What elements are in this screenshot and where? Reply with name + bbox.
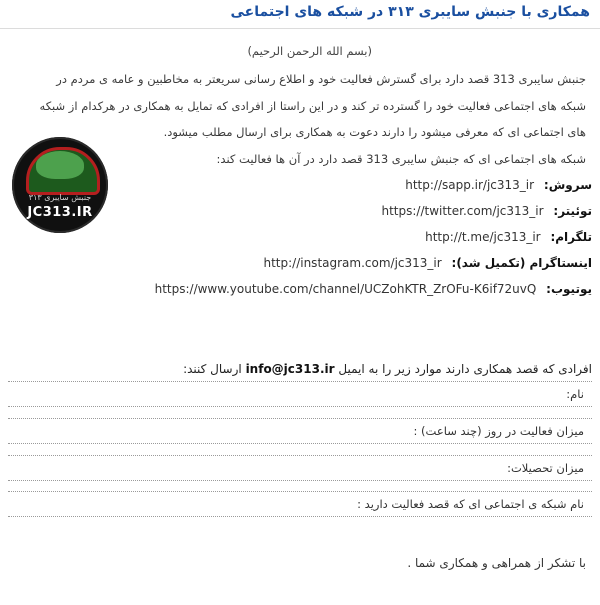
link-url-instagram[interactable]: http://instagram.com/jc313_ir (263, 256, 442, 270)
link-label-twitter: توئیتر: (553, 204, 592, 218)
link-row-instagram (263, 256, 592, 270)
link-label-instagram: اینستاگرام (تکمیل شد): (451, 256, 592, 270)
globe-icon (36, 151, 84, 179)
link-url-soroush[interactable]: http://sapp.ir/jc313_ir (405, 178, 535, 192)
email-text-after: ارسال کنند: (183, 362, 242, 376)
email-address-link[interactable]: info@jc313.ir (245, 362, 335, 376)
link-url-telegram[interactable]: http://t.me/jc313_ir (425, 230, 541, 244)
link-row-soroush (405, 178, 592, 192)
form-row-network (8, 491, 592, 517)
intro-line-1: جنبش سایبری 313 قصد دارد برای گسترش فعالیت خود و اطلاع رسانی سریعتر به مخاطبین و عامه ی مردم در (56, 72, 586, 86)
form-row-activity (8, 418, 592, 444)
link-url-youtube[interactable]: https://www.youtube.com/channel/UCZohKTR_ZrOFu-K6if72uvQ (154, 282, 537, 296)
form-label-activity: میزان فعالیت در روز (چند ساعت) : (413, 424, 584, 438)
form-label-education: میزان تحصیلات: (507, 461, 584, 475)
form-label-name: نام: (566, 387, 584, 401)
bismillah-text: (بسم الله الرحمن الرحیم) (247, 44, 372, 58)
link-label-soroush: سروش: (543, 178, 592, 192)
link-label-telegram: تلگرام: (550, 230, 592, 244)
logo-subtitle: جنبش سایبری ۳۱۳ (28, 193, 92, 202)
jc313-logo (12, 137, 108, 233)
logo-name: JC313.IR (27, 205, 93, 220)
page-title: همکاری با جنبش سایبری ۳۱۳ در شبکه های اجتماعی (230, 4, 590, 20)
link-row-twitter (381, 204, 592, 218)
form-row-name (8, 381, 592, 407)
intro-line-2: شبکه های اجتماعی فعالیت خود را گسترده تر کند و در این راستا از افرادی که تمایل به همکاری در هرکدام از شبکه (39, 99, 586, 113)
intro-line-4: شبکه های اجتماعی ای که جنبش سایبری 313 قصد دارد در آن ها فعالیت کند: (216, 152, 586, 166)
email-instruction (183, 362, 592, 376)
link-label-youtube: یوتیوب: (546, 282, 592, 296)
form-label-network: نام شبکه ی اجتماعی ای که قصد فعالیت دارید : (357, 497, 584, 511)
intro-line-3: های اجتماعی ای که معرفی میشود را دارند دعوت به همکاری برای ارسال مطلب میشود. (163, 125, 586, 139)
thanks-text: با تشکر از همراهی و همکاری شما . (407, 556, 586, 570)
email-text-before: افرادی که قصد همکاری دارند موارد زیر را به ایمیل (338, 362, 592, 376)
link-url-twitter[interactable]: https://twitter.com/jc313_ir (381, 204, 544, 218)
form-row-education (8, 455, 592, 481)
link-row-telegram (425, 230, 592, 244)
link-row-youtube (155, 282, 592, 296)
